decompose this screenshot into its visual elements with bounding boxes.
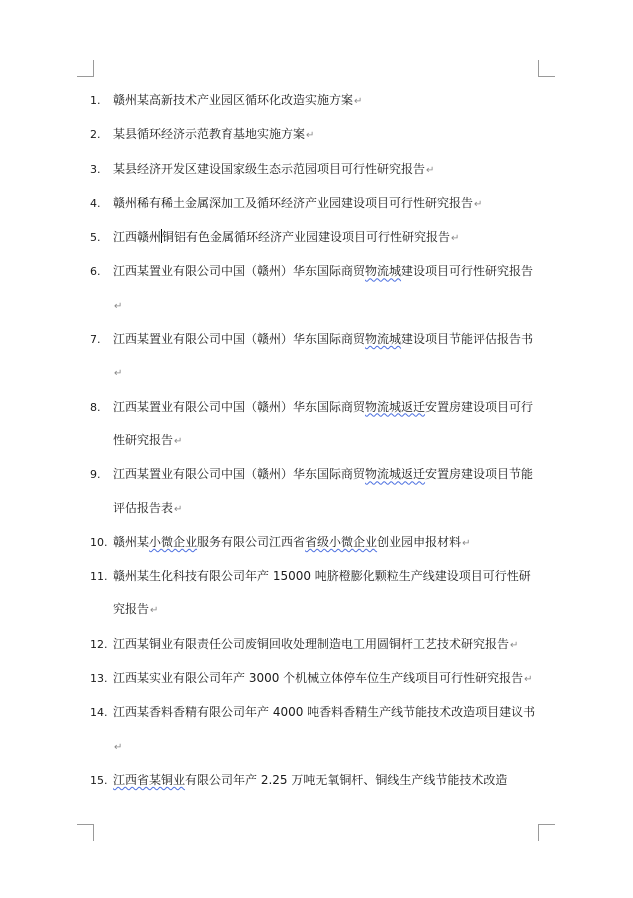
spellcheck-flagged-text: 物流城 xyxy=(365,332,402,347)
paragraph-mark-icon: ↵ xyxy=(114,300,123,312)
text-segment: 江西某实业有限公司年产 3000 个机械立体停车位生产线项目可行性研究报告 xyxy=(113,671,524,686)
paragraph-mark-icon: ↵ xyxy=(524,674,533,686)
text-segment: 创业园申报材料 xyxy=(377,534,462,549)
list-item-number: 7. xyxy=(90,333,101,347)
list-item[interactable] xyxy=(90,323,540,391)
list-item-number: 13. xyxy=(90,672,108,686)
text-segment: 江西某香料香精有限公司年产 4000 吨香料香精生产线节能技术改造项目建议书 xyxy=(113,705,536,720)
list-item[interactable] xyxy=(90,560,540,628)
text-segment: 赣州某生化科技有限公司年产 15000 吨脐橙膨化颗粒生产线建设项目可行性研究报告 xyxy=(113,569,531,617)
list-item-text xyxy=(113,467,533,514)
list-item-text xyxy=(113,705,535,752)
list-item-text xyxy=(113,93,362,107)
text-segment: 服务有限公司江西省 xyxy=(197,534,306,549)
list-item-text xyxy=(113,569,531,616)
list-item[interactable] xyxy=(90,118,540,152)
list-item[interactable] xyxy=(90,526,540,560)
text-segment: 建设项目可行性研究报告 xyxy=(401,264,534,279)
crop-mark-top-right xyxy=(538,60,555,77)
paragraph-mark-icon: ↵ xyxy=(114,741,123,753)
paragraph-mark-icon: ↵ xyxy=(426,164,435,176)
spellcheck-flagged-text: 物流城 xyxy=(365,264,402,279)
text-segment: 某县循环经济示范教育基地实施方案 xyxy=(113,127,306,142)
list-item[interactable] xyxy=(90,458,540,526)
list-item[interactable] xyxy=(90,221,540,255)
list-item-text xyxy=(113,196,482,210)
list-item-number: 6. xyxy=(90,265,101,279)
spellcheck-flagged-text: 物流城返迁 xyxy=(365,467,426,482)
list-item-text xyxy=(113,671,533,685)
paragraph-mark-icon: ↵ xyxy=(114,368,123,380)
text-segment: 江西某置业有限公司中国（赣州）华东国际商贸 xyxy=(113,467,366,482)
list-item-text xyxy=(113,230,459,244)
list-item-text xyxy=(113,535,470,549)
paragraph-mark-icon: ↵ xyxy=(354,96,363,107)
list-item-text xyxy=(113,773,507,787)
text-segment: 江西某铜业有限责任公司废铜回收处理制造电工用圆铜杆工艺技术研究报告 xyxy=(113,636,510,651)
text-segment: 江西某置业有限公司中国（赣州）华东国际商贸 xyxy=(113,332,366,347)
text-segment: 铜铝有色金属循环经济产业园建设项目可行性研究报告 xyxy=(162,230,451,245)
spellcheck-flagged-text: 物流城返迁 xyxy=(365,399,426,414)
list-item-text xyxy=(113,127,314,141)
text-segment: 建设项目节能评估报告书 xyxy=(401,332,534,347)
paragraph-mark-icon: ↵ xyxy=(306,130,315,142)
crop-mark-top-left xyxy=(77,60,94,77)
spellcheck-flagged-text: 省级小微企业 xyxy=(305,534,378,549)
crop-mark-bottom-left xyxy=(77,824,94,841)
list-item-number: 1. xyxy=(90,94,101,107)
text-segment: 江西赣州 xyxy=(113,230,162,245)
list-item-text xyxy=(113,637,518,651)
text-segment: 赣州稀有稀土金属深加工及循环经济产业园建设项目可行性研究报告 xyxy=(113,195,474,210)
list-item-number: 5. xyxy=(90,231,101,245)
paragraph-mark-icon: ↵ xyxy=(474,198,483,210)
text-segment: 江西某置业有限公司中国（赣州）华东国际商贸 xyxy=(113,264,366,279)
text-segment: 安置房建设项目可行性研究报告 xyxy=(113,399,534,447)
text-segment: 赣州某 xyxy=(113,534,150,549)
list-item-number: 14. xyxy=(90,706,108,720)
list-item-number: 2. xyxy=(90,128,101,142)
list-item-number: 9. xyxy=(90,468,101,482)
list-item[interactable] xyxy=(90,391,540,459)
text-segment: 赣州某高新技术产业园区循环化改造实施方案 xyxy=(113,93,354,107)
text-segment: 某县经济开发区建设国家级生态示范园项目可行性研究报告 xyxy=(113,161,426,176)
list-item[interactable] xyxy=(90,84,540,118)
list-item-text xyxy=(113,162,434,176)
list-item[interactable] xyxy=(90,187,540,221)
list-item-text xyxy=(113,400,533,447)
list-item[interactable] xyxy=(90,696,540,764)
list-item[interactable] xyxy=(90,628,540,662)
list-item[interactable] xyxy=(90,662,540,696)
paragraph-mark-icon: ↵ xyxy=(150,605,159,617)
paragraph-mark-icon: ↵ xyxy=(451,233,460,245)
text-segment: 有限公司年产 2.25 万吨无氧铜杆、铜线生产线节能技术改造 xyxy=(185,772,508,787)
list-item[interactable] xyxy=(90,153,540,187)
list-item[interactable] xyxy=(90,764,540,797)
list-item-number: 11. xyxy=(90,570,108,584)
spellcheck-flagged-text: 江西省某铜业 xyxy=(113,772,186,787)
list-item-number: 12. xyxy=(90,637,108,651)
list-item-number: 3. xyxy=(90,162,101,176)
text-segment: 江西某置业有限公司中国（赣州）华东国际商贸 xyxy=(113,399,366,414)
paragraph-mark-icon: ↵ xyxy=(174,503,183,515)
spellcheck-flagged-text: 小微企业 xyxy=(149,534,198,549)
text-segment: 安置房建设项目节能评估报告表 xyxy=(113,467,534,515)
list-item-text xyxy=(113,332,533,379)
list-item[interactable] xyxy=(90,255,540,323)
numbered-list xyxy=(90,84,540,797)
list-item-number: 4. xyxy=(90,196,101,210)
list-item-number: 15. xyxy=(90,773,108,787)
list-item-number: 10. xyxy=(90,535,108,549)
crop-mark-bottom-right xyxy=(538,824,555,841)
list-item-text xyxy=(113,264,533,311)
paragraph-mark-icon: ↵ xyxy=(174,435,183,447)
paragraph-mark-icon: ↵ xyxy=(462,537,471,549)
paragraph-mark-icon: ↵ xyxy=(510,639,519,651)
list-item-number: 8. xyxy=(90,400,101,414)
